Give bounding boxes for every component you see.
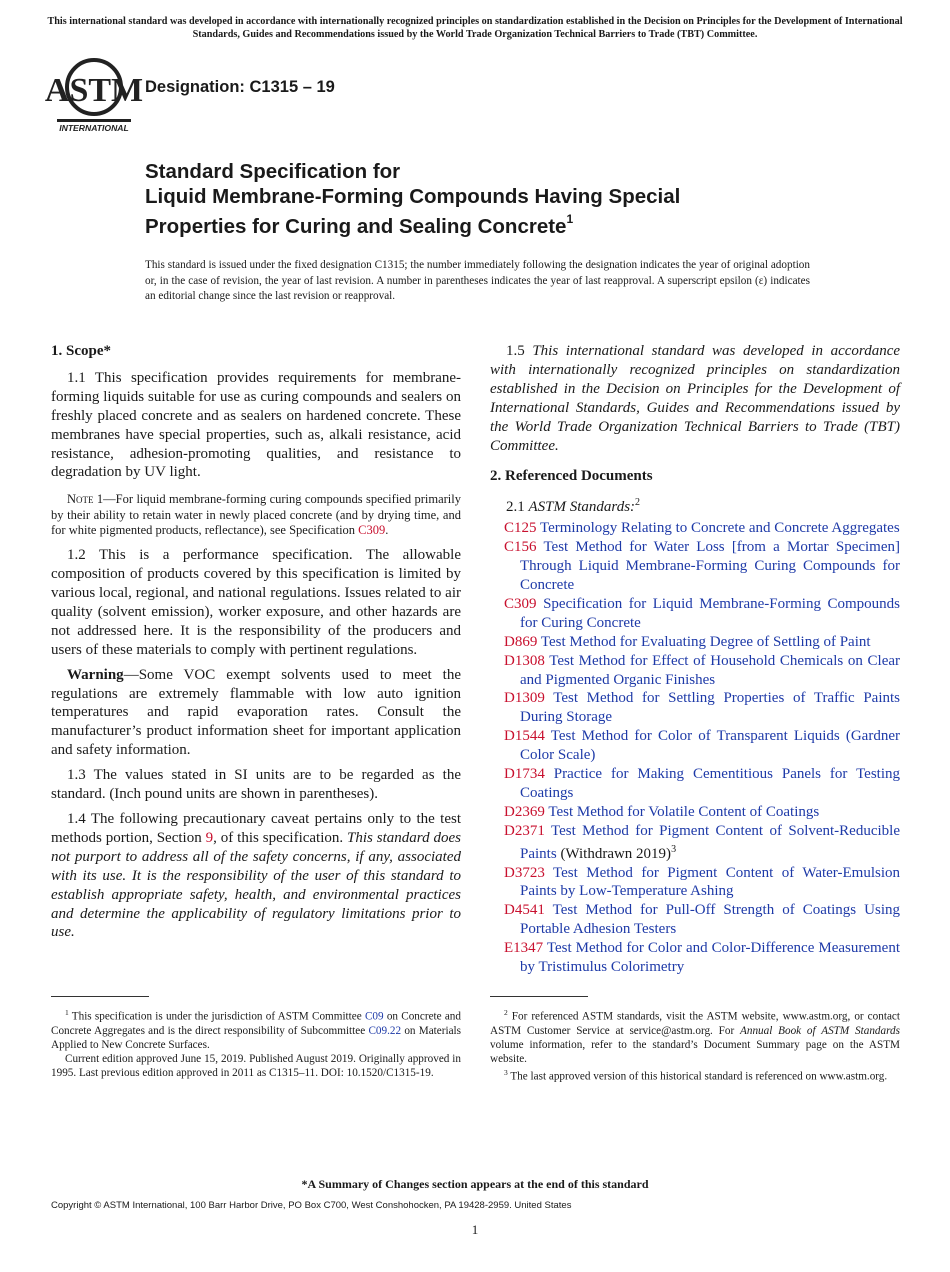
reference-title[interactable]: Test Method for Color and Color-Difference Measurement by Tristimulus Colorimetry: [520, 940, 900, 976]
reference-item-e1347: [490, 939, 900, 977]
footnote-3-mark-bottom: 3: [504, 1068, 508, 1078]
issuance-statement: This standard is issued under the fixed designation C1315; the number immediately following the designation indicates the year of original adoption or, in the case of revision, the year of last revision. A number in parentheses indicates the year of last reapproval. A superscript epsilon (ε) indicates an editorial change since the last revision or reapproval.: [145, 259, 810, 302]
title-line-3-text: Properties for Curing and Sealing Concrete: [145, 214, 567, 238]
reference-item-d2371: [490, 822, 900, 864]
reference-item-d869: [490, 633, 900, 652]
reference-title[interactable]: Test Method for Effect of Household Chemicals on Clear and Pigmented Organic Finishes: [520, 652, 901, 688]
subheading-num: 2.1: [506, 499, 529, 516]
copyright-line: Copyright © ASTM International, 100 Barr Harbor Drive, PO Box C700, West Conshohocken, PA 19428-2959. United States: [51, 1200, 572, 1211]
logo-letters: ASTM: [44, 72, 144, 109]
note-1: [51, 492, 461, 538]
astm-standards-subheading: [490, 494, 900, 517]
reference-code[interactable]: E1347: [504, 940, 544, 957]
reference-code[interactable]: D1544: [504, 728, 545, 745]
scope-paragraph-1-1: 1.1 This specification provides requirements for membrane-forming liquids suitable for use as curing compounds and sealers on freshly placed concrete and as sealers on hardened concrete. These membranes have special properties, such as, alkali resistance, acid resistance, adhesion-promoting qualities, and resistance to degradation by UV light.: [51, 369, 461, 481]
reference-item-d1544: [490, 727, 900, 765]
reference-item-d1309: [490, 689, 900, 727]
footnote-2-mark[interactable]: 2: [635, 497, 641, 509]
footnotes-left: [51, 1006, 461, 1080]
reference-item-d1308: [490, 652, 900, 690]
warning-label: Warning: [67, 666, 124, 683]
reference-title[interactable]: Terminology Relating to Concrete and Concrete Aggregates: [540, 520, 900, 537]
link-c09[interactable]: C09: [364, 1010, 384, 1023]
reference-code[interactable]: D2371: [504, 822, 545, 839]
link-c309[interactable]: C309: [358, 522, 386, 537]
reference-title[interactable]: Test Method for Evaluating Degree of Settling of Paint: [540, 633, 871, 650]
reference-item-d1734: [490, 765, 900, 803]
reference-item-c309: [490, 595, 900, 633]
reference-title[interactable]: Test Method for Volatile Content of Coatings: [548, 803, 820, 820]
footnote-2-text-b: volume information, refer to the standard’s Document Summary page on the ASTM website.: [490, 1038, 900, 1066]
referenced-documents-heading: 2. Referenced Documents: [490, 468, 653, 485]
reference-item-c125: [490, 519, 900, 538]
reference-title[interactable]: Test Method for Water Loss [from a Mortar Specimen] Through Liquid Membrane-Forming Curing Compounds for Concrete: [520, 539, 900, 593]
footnote-1-text-c: on Materials Applied to New Concrete Surfaces.: [51, 1024, 462, 1051]
summary-of-changes-note: *A Summary of Changes section appears at the end of this standard: [301, 1177, 649, 1191]
reference-code[interactable]: D2369: [504, 803, 545, 820]
reference-item-c156: [490, 538, 900, 595]
reference-code[interactable]: D4541: [504, 902, 545, 919]
reference-item-d4541: [490, 901, 900, 939]
footnote-3-text: The last approved version of this historical standard is referenced on www.astm.org.: [507, 1070, 888, 1083]
reference-title[interactable]: Test Method for Pull-Off Strength of Coatings Using Portable Adhesion Testers: [520, 902, 900, 938]
para-1-5-text: This international standard was developed in accordance with internationally recognized principles on standardization established in the Decision on Principles for the Development of International Standards, Guides and Recommendations issued by the World Trade Organization Technical Barriers to Trade (TBT) Committee.: [490, 343, 901, 454]
reference-code[interactable]: C156: [504, 539, 537, 556]
safety-caveat: This standard does not purport to address all of the safety concerns, if any, associated with its use. It is the responsibility of the user of this standard to establish appropriate safety, health, and environmental practices and determine the applicability of regulatory limitations prior to use.: [51, 829, 461, 941]
note-1-text: 1—For liquid membrane-forming curing compounds specified primarily by their ability to retain water in newly placed concrete (and by drying time, and for white pigmented products, reflectance), see Specification: [51, 492, 461, 537]
page-number: 1: [471, 1222, 479, 1237]
title-line-1: Standard Specification for: [145, 160, 401, 183]
reference-title[interactable]: Practice for Making Cementitious Panels for Testing Coatings: [520, 766, 901, 801]
footnote-2-text-a: For referenced ASTM standards, visit the ASTM website, www.astm.org, or contact ASTM Customer Service at service@astm.org. For: [490, 1010, 900, 1037]
footnotes-right: [490, 1006, 900, 1084]
note-1-end: .: [385, 522, 389, 537]
warning-text: —Some VOC exempt solvents used to meet the regulations are extremely flammable with low auto ignition temperatures and rapid evaporation rates. Consult the manufacturer’s product information sheet for important application and safety information.: [51, 666, 461, 759]
link-c09-22[interactable]: C09.22: [368, 1024, 402, 1037]
reference-title[interactable]: Test Method for Pigment Content of Solvent-Reducible Paints: [520, 822, 900, 862]
page-title: [145, 160, 845, 239]
footnote-3: [490, 1066, 900, 1084]
footnote-2-mark-bottom: 2: [504, 1008, 508, 1017]
footnote-3-mark[interactable]: 3: [671, 843, 677, 855]
reference-code[interactable]: C309: [504, 595, 537, 612]
reference-item-d3723: [490, 864, 900, 902]
reference-title[interactable]: Test Method for Pigment Content of Water-Emulsion Paints by Low-Temperature Ashing: [520, 864, 900, 900]
link-section-9[interactable]: 9: [205, 829, 214, 846]
reference-code[interactable]: D3723: [504, 864, 545, 881]
footnote-divider-right: [490, 996, 588, 997]
scope-paragraph-1-5: [490, 342, 900, 455]
para-1-4-mid: , of this specification.: [213, 829, 348, 846]
logo-wordmark: INTERNATIONAL: [59, 123, 129, 133]
reference-title[interactable]: Specification for Liquid Membrane-Forming Compounds for Curing Concrete: [520, 595, 901, 631]
note-label: Note: [67, 492, 94, 507]
footnote-1-mark: 1: [65, 1008, 69, 1017]
footnote-1-text-b: on Concrete and Concrete Aggregates and is the direct responsibility of Subcommittee: [51, 1010, 461, 1037]
footnote-2: [490, 1006, 900, 1066]
subheading-label: ASTM Standards:: [528, 499, 636, 516]
title-line-2: Liquid Membrane-Forming Compounds Having Special: [145, 184, 681, 208]
scope-paragraph-1-4: [51, 810, 461, 942]
para-1-5-num: 1.5: [506, 343, 533, 359]
reference-withdrawn-note: (Withdrawn 2019): [556, 845, 672, 862]
reference-code[interactable]: D869: [504, 633, 538, 650]
reference-code[interactable]: D1309: [504, 690, 545, 707]
title-footnote-mark[interactable]: 1: [566, 212, 574, 226]
reference-list: [490, 519, 900, 977]
reference-title[interactable]: Test Method for Color of Transparent Liquids (Gardner Color Scale): [520, 728, 900, 764]
scope-heading: 1. Scope*: [51, 343, 111, 359]
astm-international-logo: [44, 57, 144, 135]
warning-paragraph: [51, 666, 461, 761]
footnote-divider-left: [51, 996, 149, 997]
designation: Designation: C1315 – 19: [145, 78, 335, 96]
reference-code[interactable]: D1734: [504, 766, 545, 783]
reference-title[interactable]: Test Method for Settling Properties of Traffic Paints During Storage: [520, 690, 900, 726]
reference-code[interactable]: D1308: [504, 652, 545, 669]
scope-paragraph-1-2: 1.2 This is a performance specification. The allowable composition of products covered by this specification is limited by various local, regional, and national regulations. Issues related to air quality (solvent emission), worker exposure, and other hazards are not addressed here. It is the responsibility of the producers and users of these materials to comply with pertinent regulations.: [51, 547, 461, 658]
international-standard-notice: This international standard was developed in accordance with internationally recognized principles on standardization established in the Decision on Principles for the Development of International Standards, Guides and Recommendations issued by the World Trade Organization Technical Barriers to Trade (TBT) Committee.: [47, 16, 903, 40]
footnote-1-text-a: This specification is under the jurisdiction of ASTM Committee: [68, 1010, 365, 1023]
edition-note: Current edition approved June 15, 2019. Published August 2019. Originally approved in 1995. Last previous edition approved in 2011 as C1315–11. DOI: 10.1520/C1315-19.: [51, 1053, 461, 1080]
reference-item-d2369: [490, 803, 900, 822]
right-column: [490, 342, 900, 977]
footnote-2-book-title: Annual Book of ASTM Standards: [740, 1024, 900, 1037]
para-1-4-start: 1.4 The following precautionary caveat pertains only to the test methods portion, Section: [51, 811, 461, 846]
title-line-3: [145, 209, 845, 239]
footnote-1: [51, 1006, 461, 1052]
left-column: [51, 342, 461, 948]
scope-paragraph-1-3: 1.3 The values stated in SI units are to be regarded as the standard. (Inch pound units are shown in parentheses).: [51, 767, 461, 803]
reference-code[interactable]: C125: [504, 520, 537, 537]
